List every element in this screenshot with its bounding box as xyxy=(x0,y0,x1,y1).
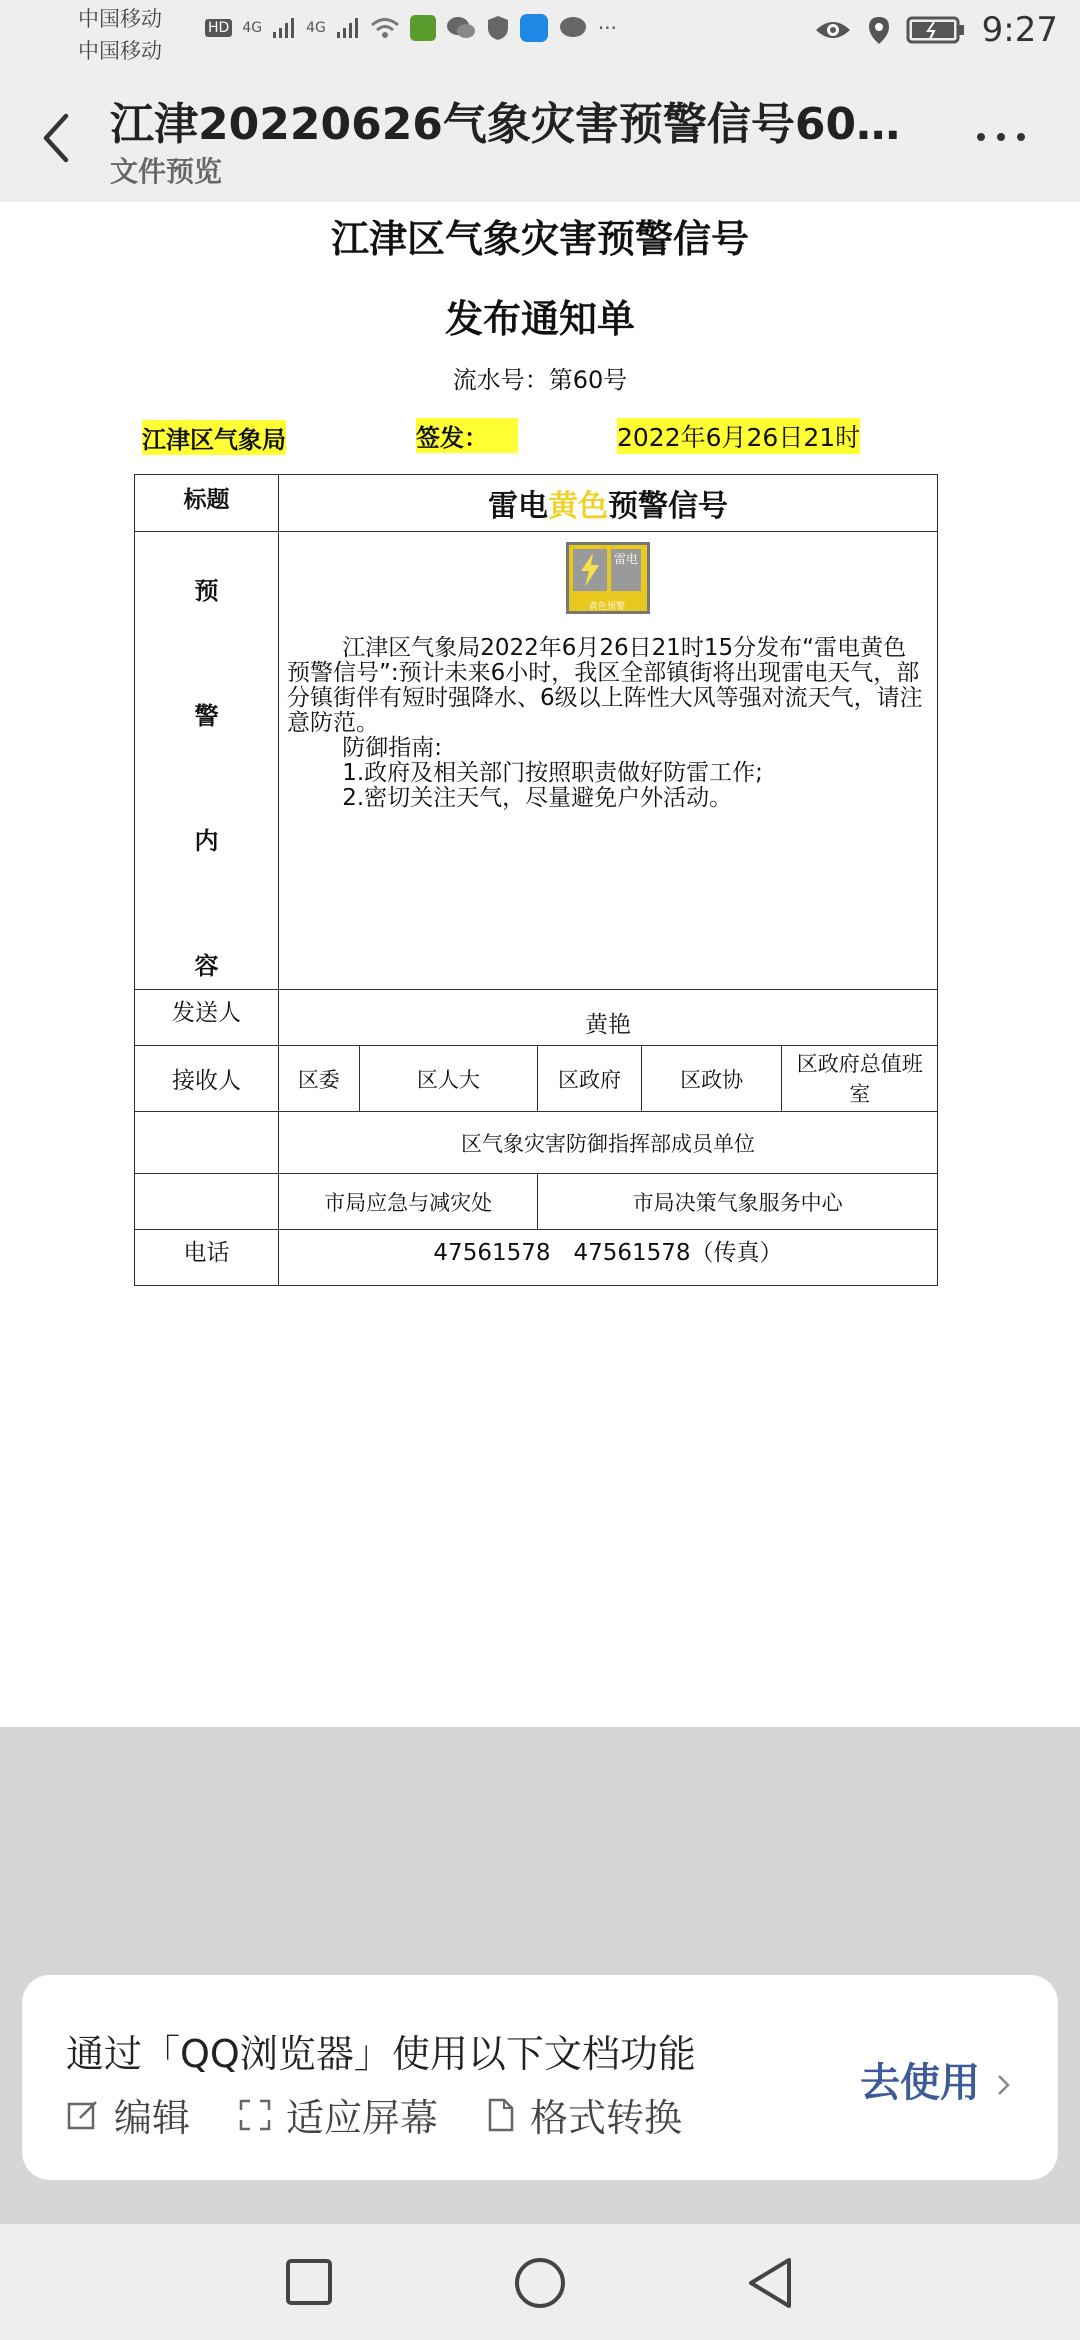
chat-bubble-icon xyxy=(558,15,588,41)
empty-cell-1 xyxy=(135,1112,279,1174)
content-char-2: 警 xyxy=(194,702,219,730)
city-dept-1: 市局应急与减灾处 xyxy=(279,1174,538,1230)
carrier-1: 中国移动 xyxy=(78,7,162,31)
receiver-3: 区政府 xyxy=(538,1046,642,1112)
page-title: 江津20220626气象灾害预警信号60… xyxy=(110,99,901,150)
go-use-label: 去使用 xyxy=(860,2060,981,2106)
wifi-icon xyxy=(370,16,400,40)
home-icon[interactable] xyxy=(513,2256,567,2310)
format-convert-label: 格式转换 xyxy=(530,2096,683,2140)
edit-label: 编辑 xyxy=(114,2096,191,2140)
fit-screen-label: 适应屏幕 xyxy=(286,2096,439,2140)
chevron-right-icon xyxy=(994,2070,1014,2100)
content-char-4: 容 xyxy=(194,952,219,980)
guide-item-2: 2.密切关注天气，尽量避免户外活动。 xyxy=(342,785,733,811)
guide-label: 防御指南: xyxy=(342,735,442,761)
notice-table xyxy=(134,474,938,1286)
shield-icon xyxy=(486,15,510,41)
sender-label: 发送人 xyxy=(135,990,279,1046)
signal-4g-1: 4G xyxy=(242,20,263,36)
signal-title-pre: 雷电 xyxy=(488,489,548,524)
signal-4g-2: 4G xyxy=(306,20,326,36)
back-icon[interactable] xyxy=(36,110,76,166)
title-label: 标题 xyxy=(135,475,279,532)
page-subtitle: 文件预览 xyxy=(110,155,223,188)
clock: 9:27 xyxy=(981,10,1058,50)
app-icon xyxy=(410,15,436,41)
phone-label: 电话 xyxy=(135,1230,279,1286)
banner-text: 通过「QQ浏览器」使用以下文档功能 xyxy=(66,2032,696,2076)
signer-label: 签发： xyxy=(416,418,518,453)
document-icon xyxy=(486,2098,516,2132)
go-use-button[interactable] xyxy=(860,2051,1014,2108)
signal-icon xyxy=(272,16,296,40)
document-preview[interactable] xyxy=(0,202,1080,1727)
fit-screen-icon xyxy=(238,2098,272,2132)
status-right xyxy=(814,10,1058,50)
receiver-5: 区政府总值班室 xyxy=(782,1046,938,1112)
receiver-2: 区人大 xyxy=(359,1046,538,1112)
edit-icon xyxy=(66,2098,100,2132)
content-char-1: 预 xyxy=(194,577,219,605)
recent-apps-icon[interactable] xyxy=(285,2258,333,2306)
battery-icon xyxy=(906,15,966,45)
icon-text: 雷电 xyxy=(611,549,641,591)
signal-icon-2 xyxy=(336,16,360,40)
eye-icon xyxy=(814,17,852,43)
more-menu-icon[interactable] xyxy=(975,130,1027,144)
location-icon xyxy=(868,15,890,45)
signal-title-post: 预警信号 xyxy=(608,489,728,524)
back-nav-icon[interactable] xyxy=(745,2256,795,2310)
serial-number: 流水号：第60号 xyxy=(452,366,628,394)
fit-screen-action[interactable] xyxy=(238,2087,438,2142)
sender-name: 黄艳 xyxy=(279,990,938,1046)
warning-paragraph: 江津区气象局2022年6月26日21时15分发布“雷电黄色预警信号”:预计未来6小时，我区全部镇街将出现雷电天气，部分镇街伴有短时强降水、6级以上阵性大风等强对流天气，请注意防范。 xyxy=(287,635,923,736)
doc-title-1: 江津区气象灾害预警信号 xyxy=(330,217,749,261)
warning-signal-icon xyxy=(287,542,929,620)
guide-item-1: 1.政府及相关部门按照职责做好防雷工作; xyxy=(342,760,763,786)
issue-time: 2022年6月26日21时 xyxy=(617,418,860,454)
wechat-icon xyxy=(446,15,476,41)
signal-title-color: 黄色 xyxy=(548,489,608,524)
phone-number: 47561578 47561578（传真） xyxy=(279,1230,938,1286)
content-char-3: 内 xyxy=(194,827,219,855)
city-dept-2: 市局决策气象服务中心 xyxy=(538,1174,938,1230)
receiver-1: 区委 xyxy=(279,1046,360,1112)
hd-badge: HD xyxy=(205,19,232,37)
qq-browser-banner[interactable] xyxy=(22,1975,1058,2180)
icon-subtext: 黄色预警 xyxy=(588,602,625,612)
format-convert-action[interactable] xyxy=(486,2087,682,2142)
carrier-2: 中国移动 xyxy=(78,39,162,63)
top-bar xyxy=(0,66,1080,202)
bulb-icon xyxy=(520,14,548,42)
edit-action[interactable] xyxy=(66,2087,190,2142)
warning-content xyxy=(279,532,938,990)
empty-cell-2 xyxy=(135,1174,279,1230)
doc-title-2: 发布通知单 xyxy=(444,297,635,341)
receiver-label: 接收人 xyxy=(135,1046,279,1112)
member-units: 区气象灾害防御指挥部成员单位 xyxy=(279,1112,938,1174)
status-bar xyxy=(0,0,1080,66)
receiver-4: 区政协 xyxy=(641,1046,782,1112)
system-nav-bar xyxy=(0,2224,1080,2340)
content-label xyxy=(135,532,279,990)
issuer: 江津区气象局 xyxy=(142,420,286,455)
more-dots: ··· xyxy=(597,16,617,40)
status-icons xyxy=(205,14,617,42)
banner-actions xyxy=(66,2087,682,2142)
signal-title xyxy=(279,475,938,532)
